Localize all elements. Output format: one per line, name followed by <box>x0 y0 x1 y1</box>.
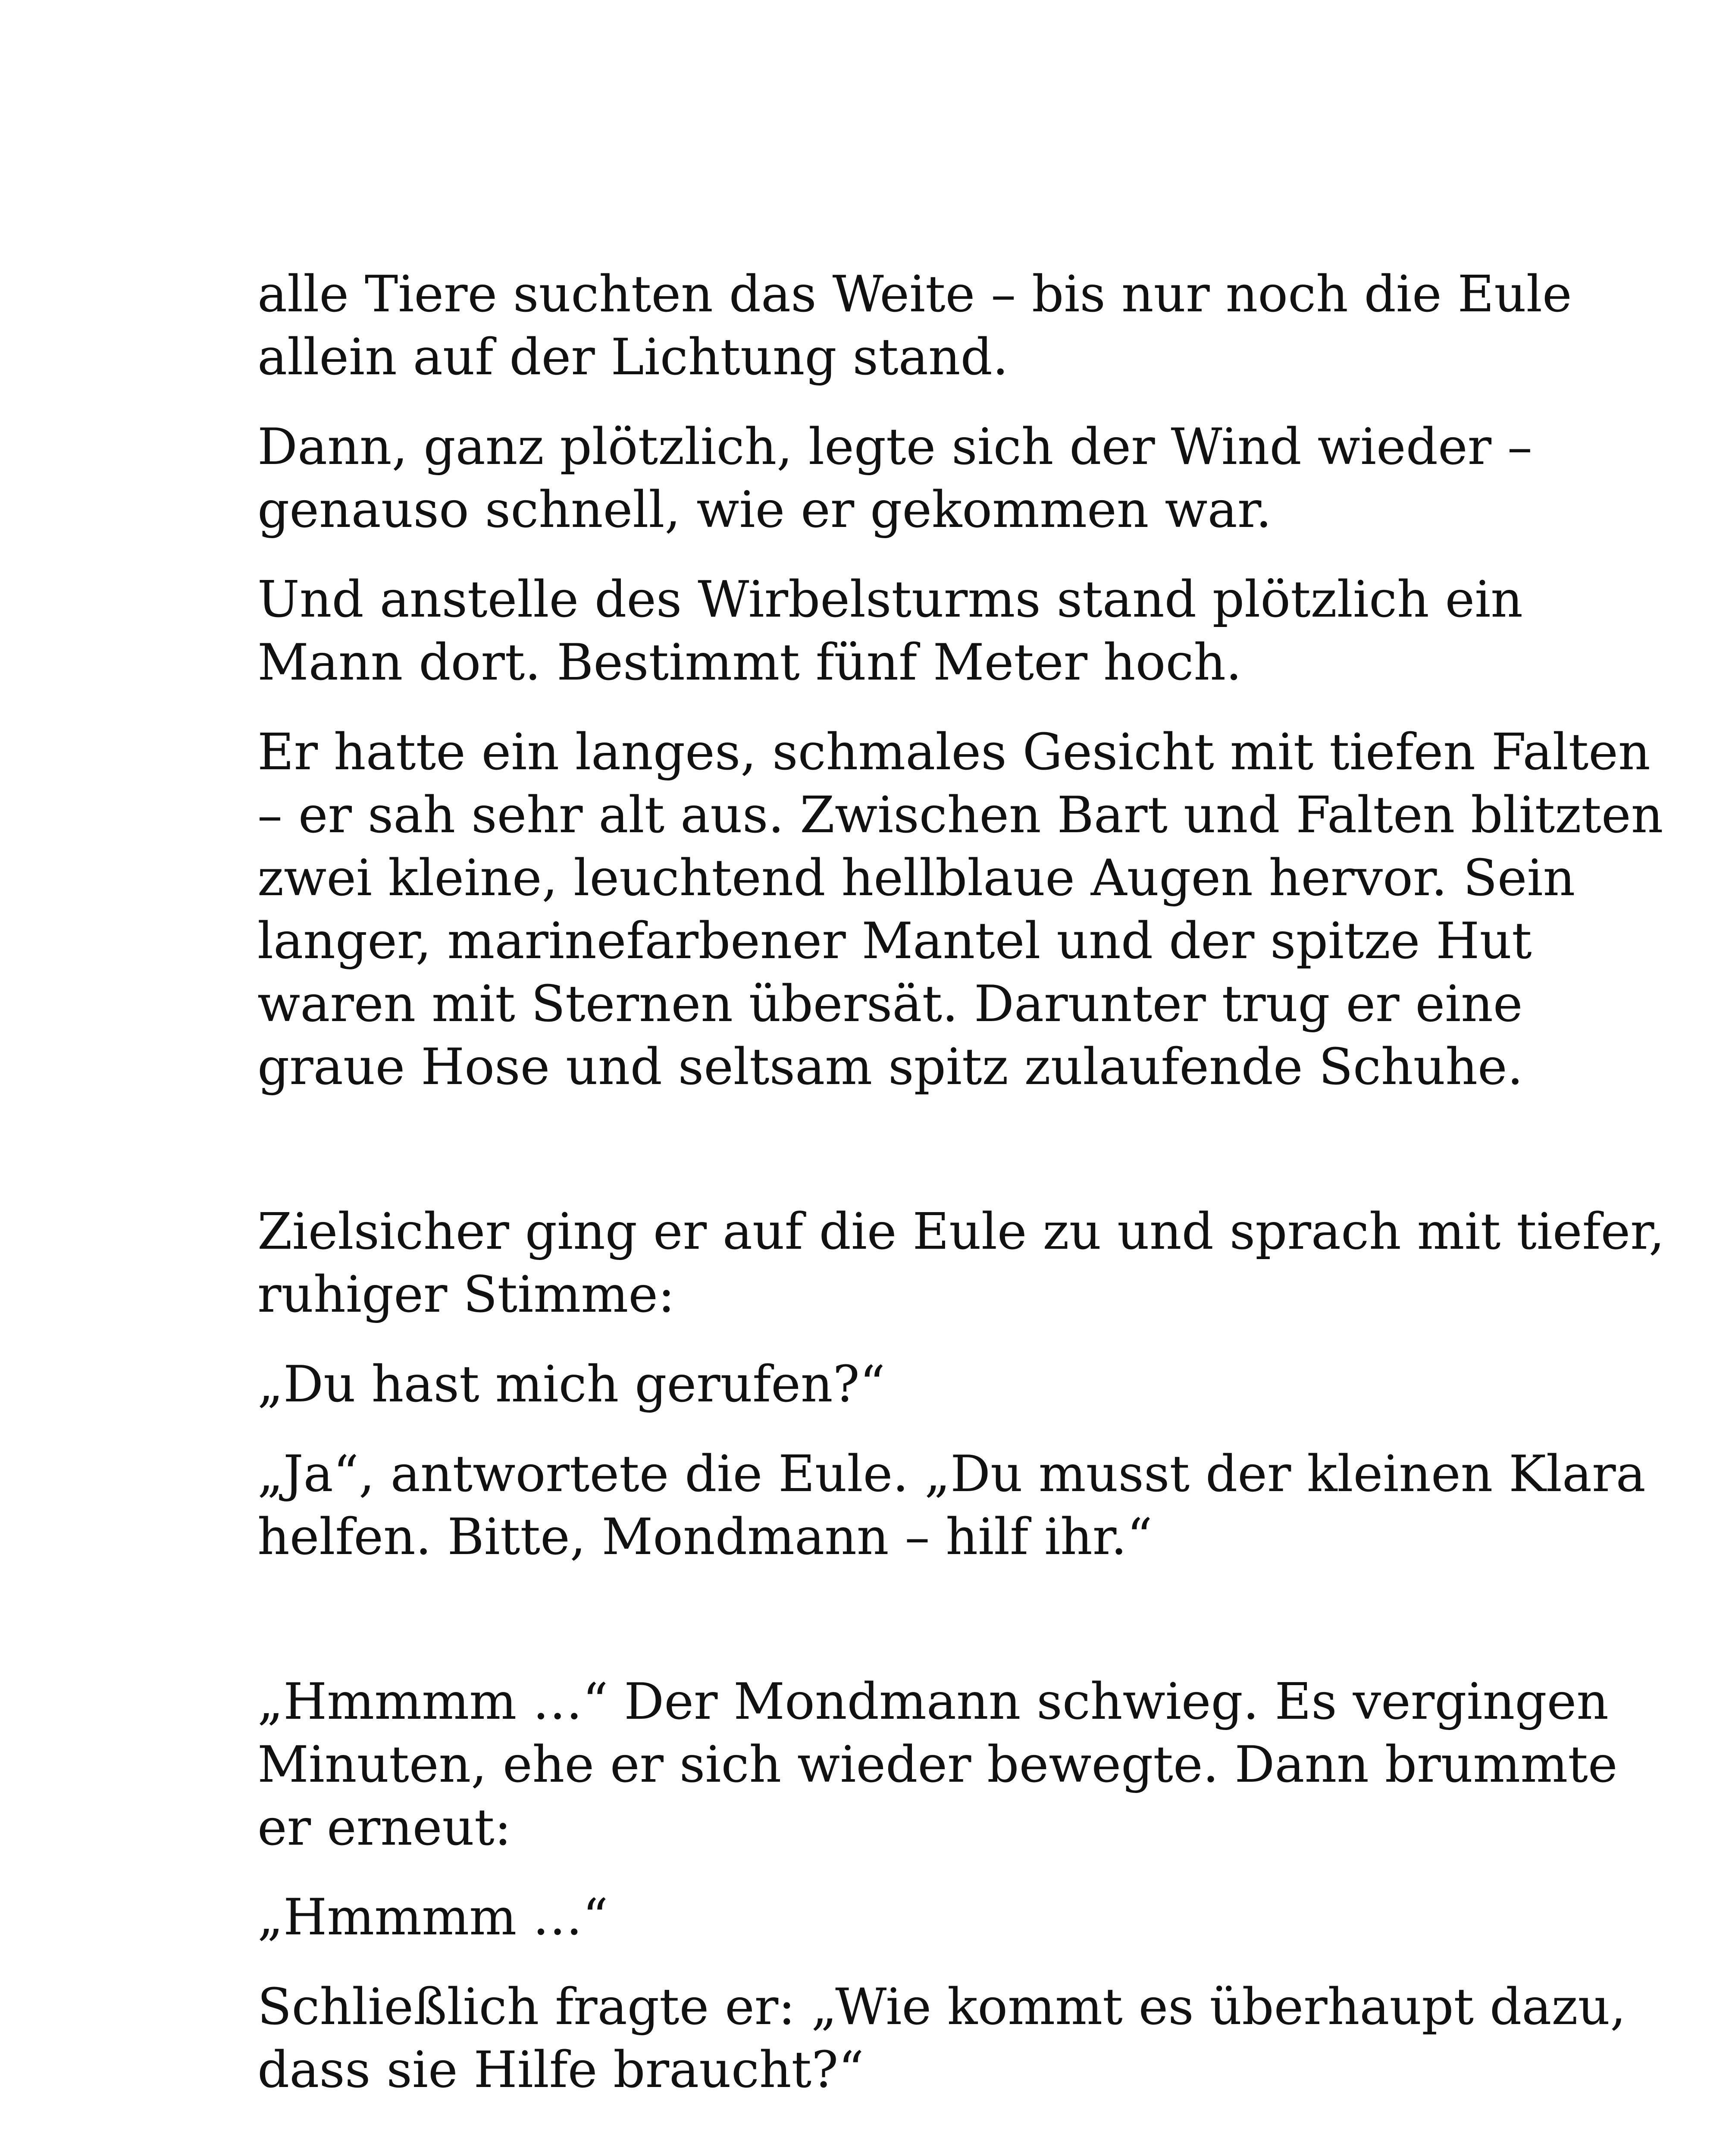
paragraph-6 <box>257 1353 1534 1416</box>
text-line: „Hmmmm …“ <box>257 1888 608 1946</box>
body-text <box>257 263 1665 2128</box>
text-line: Mann dort. Bestimmt fünf Meter hoch. <box>257 633 1242 692</box>
text-line: „Du hast mich gerufen?“ <box>257 1355 886 1413</box>
text-line: helfen. Bitte, Mondmann – hilf ihr.“ <box>257 1508 1153 1566</box>
text-line: „Ja“, antwortete die Eule. „Du musst der kleinen Klara <box>257 1445 1646 1503</box>
text-line: dass sie Hilfe braucht?“ <box>257 2041 864 2099</box>
paragraph-4 <box>257 721 1663 1099</box>
paragraph-3 <box>257 568 1534 694</box>
text-line: Zielsicher ging er auf die Eule zu und sprach mit tiefer, <box>257 1203 1665 1261</box>
text-line: Minuten, ehe er sich wieder bewegte. Dann brummte <box>257 1736 1618 1794</box>
text-line: graue Hose und seltsam spitz zulaufende Schuhe. <box>257 1038 1523 1096</box>
text-line: Dann, ganz plötzlich, legte sich der Wind wieder – <box>257 418 1532 476</box>
text-line: Und anstelle des Wirbelsturms stand plötzlich ein <box>257 570 1523 629</box>
text-line: „Hmmmm …“ Der Mondmann schwieg. Es vergingen <box>257 1673 1609 1731</box>
paragraph-8 <box>257 1670 1618 1859</box>
text-line: Schließlich fragte er: „Wie kommt es überhaupt dazu, <box>257 1978 1626 2036</box>
text-line: er erneut: <box>257 1799 511 1857</box>
paragraph-9 <box>257 1886 1534 1949</box>
paragraph-10 <box>257 1976 1626 2102</box>
text-line: allein auf der Lichtung stand. <box>257 328 1009 386</box>
text-line: ruhiger Stimme: <box>257 1266 675 1324</box>
text-line: waren mit Sternen übersät. Darunter trug er eine <box>257 975 1523 1033</box>
text-line: – er sah sehr alt aus. Zwischen Bart und Falten blitzten <box>257 786 1663 844</box>
text-line: genauso schnell, wie er gekommen war. <box>257 481 1272 539</box>
paragraph-7 <box>257 1443 1646 1569</box>
text-line: langer, marinefarbener Mantel und der spitze Hut <box>257 912 1532 970</box>
paragraph-5 <box>257 1200 1665 1326</box>
text-line: alle Tiere suchten das Weite – bis nur noch die Eule <box>257 265 1572 323</box>
paragraph-1 <box>257 263 1572 389</box>
text-line: zwei kleine, leuchtend hellblaue Augen hervor. Sein <box>257 849 1575 907</box>
paragraph-2 <box>257 416 1534 542</box>
text-line: Er hatte ein langes, schmales Gesicht mit tiefen Falten <box>257 723 1651 781</box>
